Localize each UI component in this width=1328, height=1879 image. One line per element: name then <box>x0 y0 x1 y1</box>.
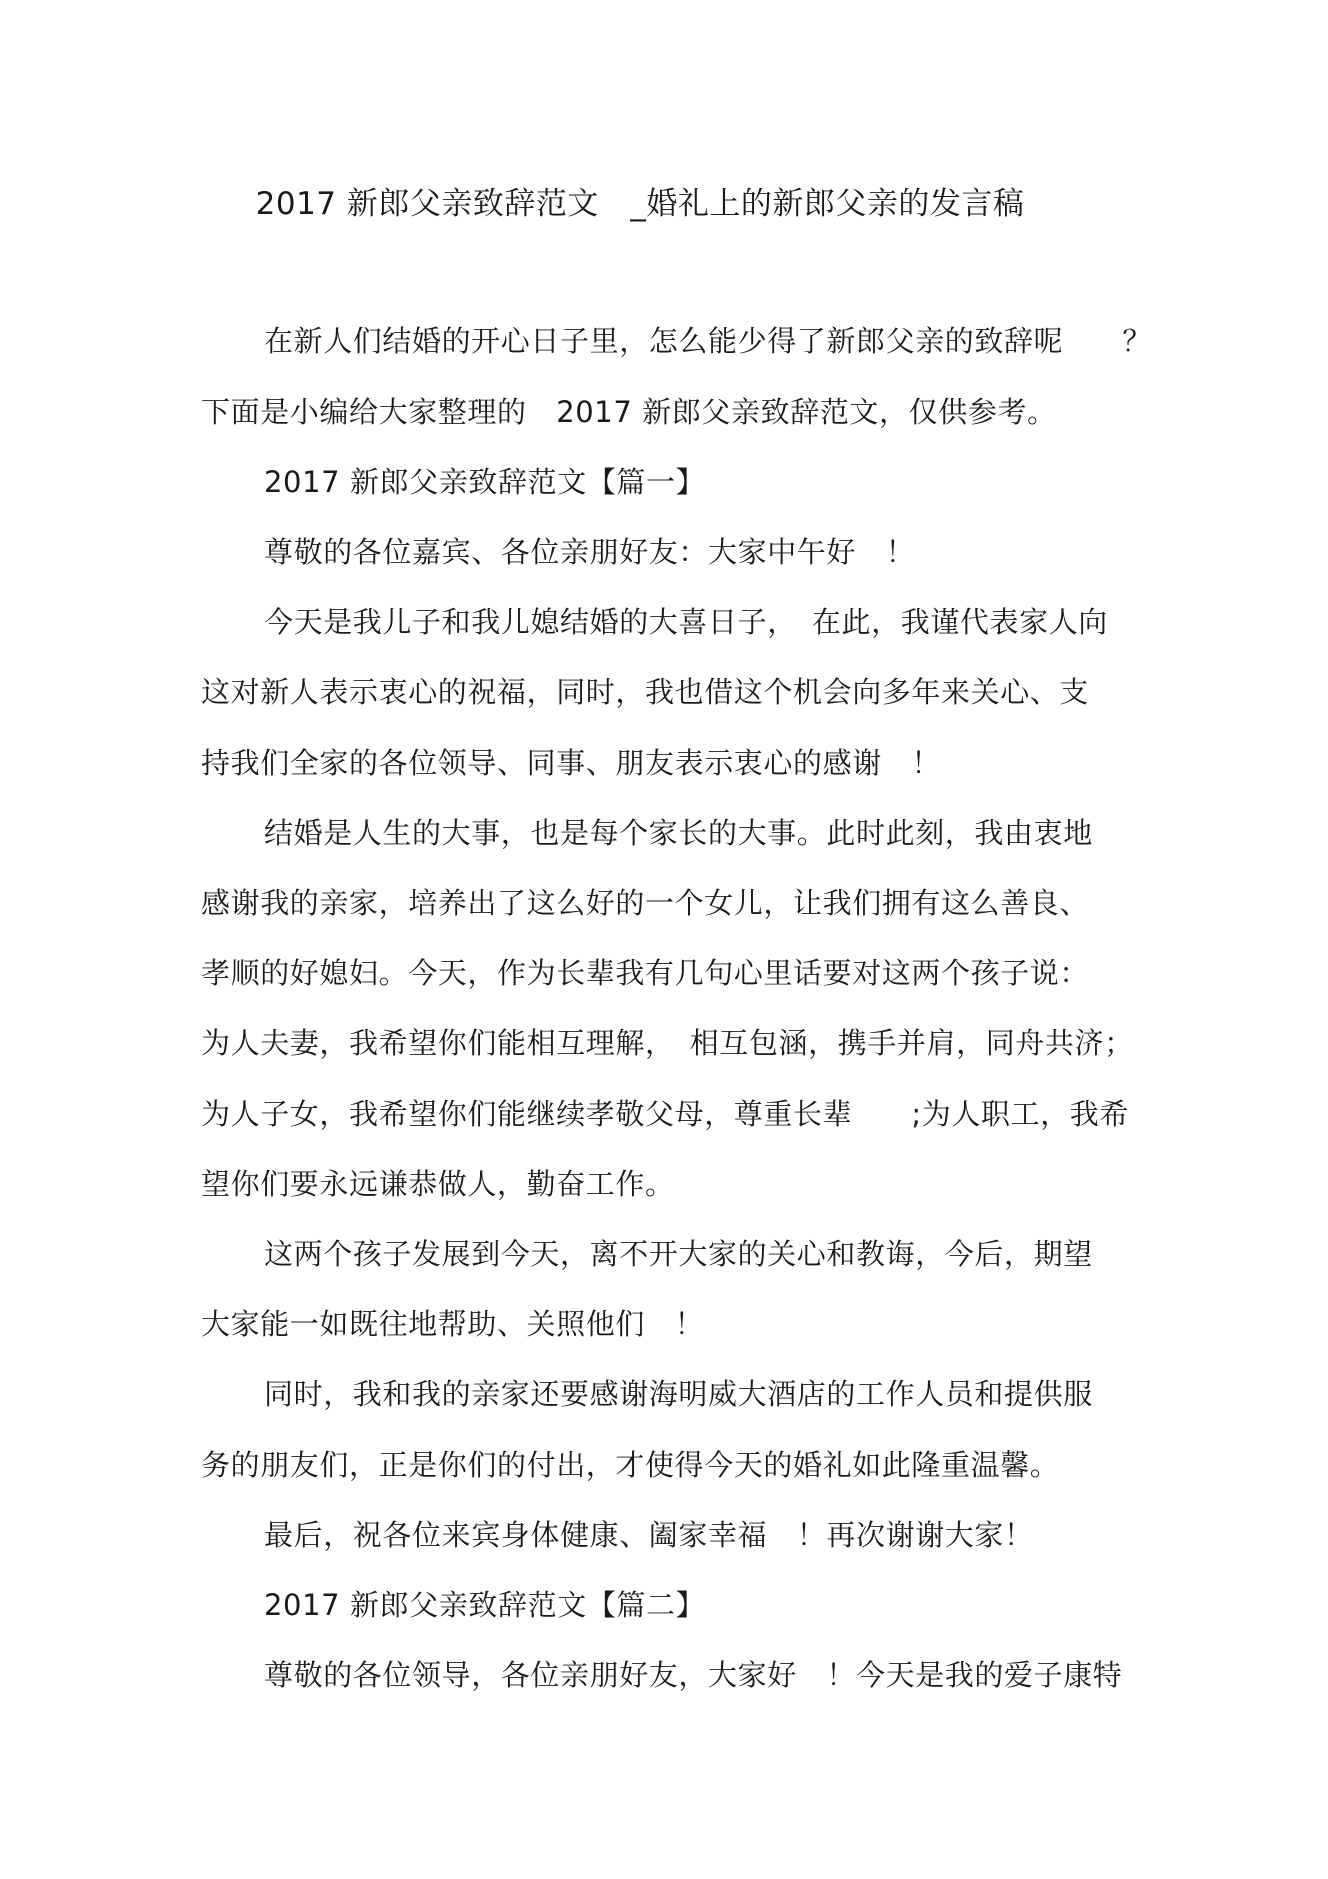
paragraph-line: 结婚是人生的大事，也是每个家长的大事。此时此刻，我由衷地 <box>264 816 1093 850</box>
paragraph-line: 在新人们结婚的开心日子里，怎么能少得了新郎父亲的致辞呢 ？ <box>264 324 1153 358</box>
section-heading-2: 2017 新郎父亲致辞范文【篇二】 <box>264 1588 706 1622</box>
paragraph-line: 为人子女，我希望你们能继续孝敬父母，尊重长辈 ;为人职工，我希 <box>201 1097 1129 1131</box>
document-title: 2017 新郎父亲致辞范文 _婚礼上的新郎父亲的发言稿 <box>255 186 1025 222</box>
paragraph-line: 尊敬的各位嘉宾、各位亲朋好友：大家中午好 ！ <box>264 535 916 569</box>
paragraph-line: 务的朋友们，正是你们的付出，才使得今天的婚礼如此隆重温馨。 <box>201 1448 1060 1482</box>
paragraph-line: 这对新人表示衷心的祝福，同时，我也借这个机会向多年来关心、支 <box>201 675 1090 709</box>
paragraph-line: 为人夫妻，我希望你们能相互理解， 相互包涵，携手并肩，同舟共济； <box>201 1026 1134 1060</box>
paragraph-line: 今天是我儿子和我儿媳结婚的大喜日子， 在此，我谨代表家人向 <box>264 605 1108 639</box>
section-heading-1: 2017 新郎父亲致辞范文【篇一】 <box>264 465 706 499</box>
paragraph-line: 同时，我和我的亲家还要感谢海明威大酒店的工作人员和提供服 <box>264 1377 1093 1411</box>
paragraph-line: 大家能一如既往地帮助、关照他们 ！ <box>201 1307 705 1341</box>
paragraph-line: 感谢我的亲家，培养出了这么好的一个女儿，让我们拥有这么善良、 <box>201 886 1090 920</box>
paragraph-line: 持我们全家的各位领导、同事、朋友表示衷心的感谢 ！ <box>201 746 942 780</box>
paragraph-line: 望你们要永远谦恭做人，勤奋工作。 <box>201 1167 675 1201</box>
paragraph-line: 最后，祝各位来宾身体健康、阖家幸福 ！再次谢谢大家！ <box>264 1518 1034 1552</box>
paragraph-line: 这两个孩子发展到今天，离不开大家的关心和教诲，今后，期望 <box>264 1237 1093 1271</box>
paragraph-line: 尊敬的各位领导，各位亲朋好友，大家好 ！今天是我的爱子康特 <box>264 1658 1123 1692</box>
paragraph-line: 下面是小编给大家整理的 2017 新郎父亲致辞范文，仅供参考。 <box>201 395 1057 429</box>
paragraph-line: 孝顺的好媳妇。今天，作为长辈我有几句心里话要对这两个孩子说： <box>201 956 1090 990</box>
